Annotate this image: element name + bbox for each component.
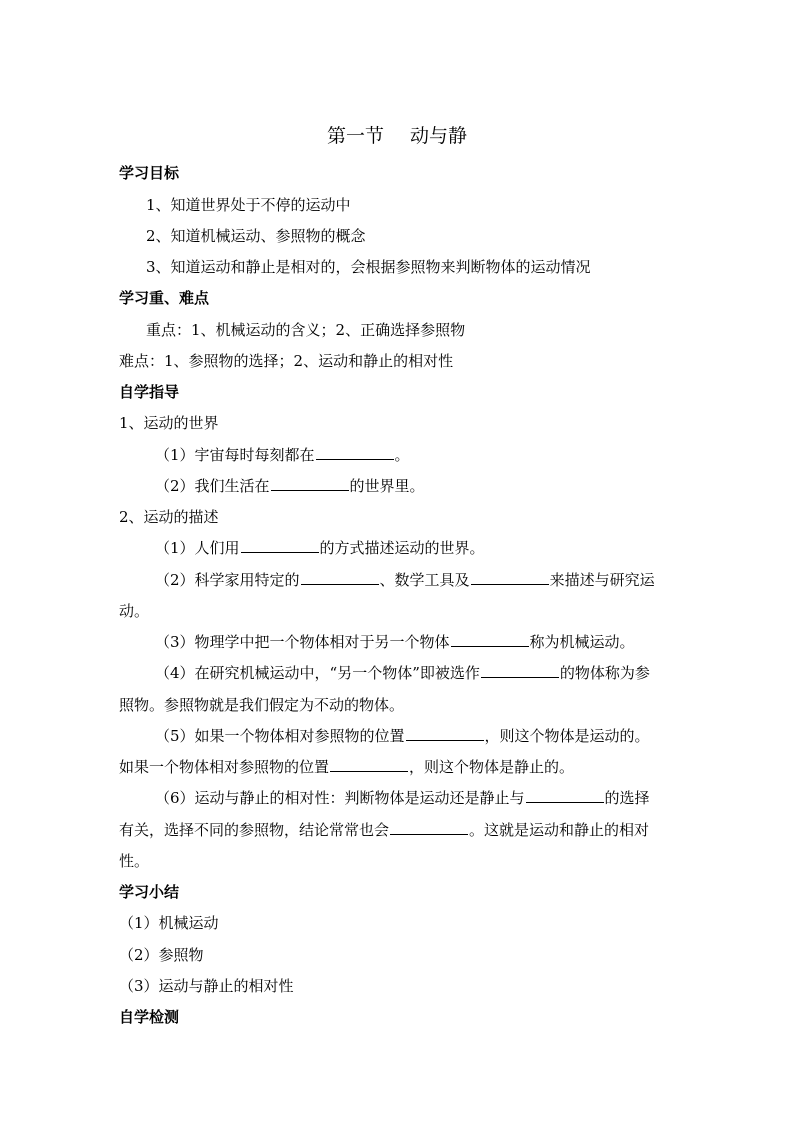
summary-heading: 学习小结 [119,883,180,901]
objective-item: 3、知道运动和静止是相对的，会根据参照物来判断物体的运动情况 [146,258,591,276]
title-sub: 动与静 [410,125,468,147]
answer-blank[interactable] [301,570,379,585]
question-2-4-cont: 照物。参照物就是我们假定为不动的物体。 [119,696,405,714]
answer-blank[interactable] [481,663,559,678]
answer-blank[interactable] [406,726,484,741]
check-heading: 自学检测 [119,1008,180,1026]
objectives-heading: 学习目标 [119,164,180,182]
objective-item: 1、知道世界处于不停的运动中 [146,196,351,214]
question-2-5: （5）如果一个物体相对参照物的位置 ，则这个物体是运动的。 [155,727,650,745]
key-points: 重点：1、机械运动的含义；2、正确选择参照物 [146,321,466,339]
question-2-2: （2）科学家用特定的 、数学工具及 来描述与研究运 [155,571,655,589]
summary-item: （1）机械运动 [119,914,219,932]
guide-heading: 自学指导 [119,383,180,401]
question-2-5-line2: 如果一个物体相对参照物的位置 ，则这个物体是静止的。 [119,758,575,776]
answer-blank[interactable] [390,820,468,835]
answer-blank[interactable] [316,445,394,460]
question-2-6-line3: 性。 [119,852,150,870]
title-main: 第一节 [326,125,384,147]
answer-blank[interactable] [271,476,349,491]
question-1-1: （1）宇宙每时每刻都在 。 [155,446,410,464]
question-2-6-line2: 有关，选择不同的参照物，结论常常也会 。这就是运动和静止的相对 [119,821,650,839]
objective-item: 2、知道机械运动、参照物的概念 [146,227,366,245]
difficult-points: 难点：1、参照物的选择；2、运动和静止的相对性 [119,352,454,370]
answer-blank[interactable] [526,788,604,803]
answer-blank[interactable] [451,632,529,647]
answer-blank[interactable] [471,570,549,585]
question-2-4: （4）在研究机械运动中，“另一个物体”即被选作 的物体称为参 [155,664,650,682]
question-2-6: （6）运动与静止的相对性：判断物体是运动还是静止与 的选择 [155,789,650,807]
section-2-title: 2、运动的描述 [119,508,219,526]
answer-blank[interactable] [330,757,408,772]
section-1-title: 1、运动的世界 [119,414,219,432]
summary-item: （3）运动与静止的相对性 [119,977,294,995]
keypoints-heading: 学习重、难点 [119,289,210,307]
question-2-3: （3）物理学中把一个物体相对于另一个物体 称为机械运动。 [155,633,635,651]
question-1-2: （2）我们生活在 的世界里。 [155,477,425,495]
answer-blank[interactable] [241,538,319,553]
page-title [0,124,794,148]
question-2-1: （1）人们用 的方式描述运动的世界。 [155,539,485,557]
summary-item: （2）参照物 [119,946,204,964]
question-2-2-cont: 动。 [119,602,150,620]
